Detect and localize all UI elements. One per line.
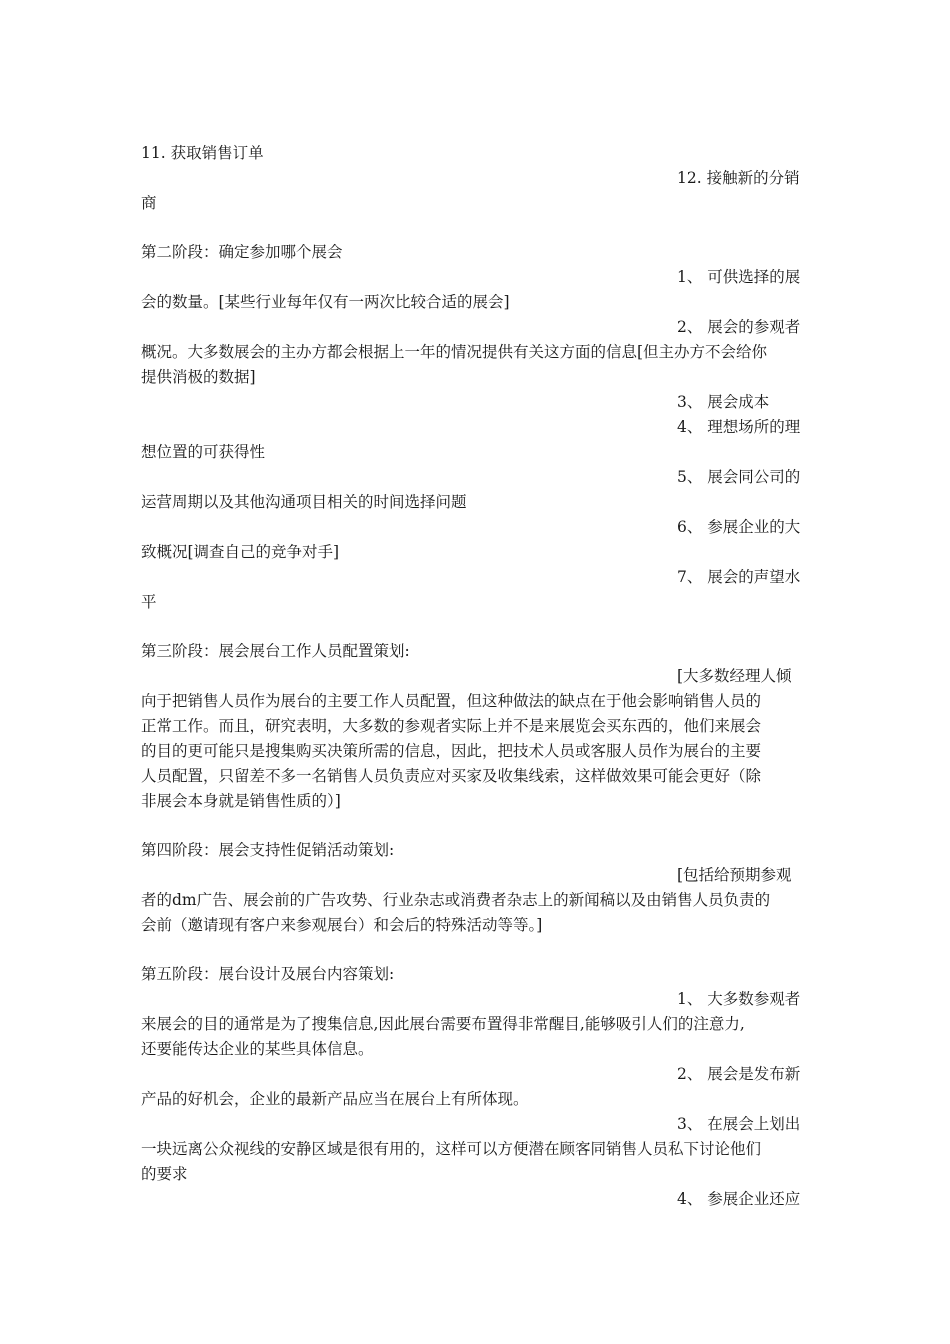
- list-item-lead: 3、 展会成本: [677, 393, 770, 411]
- section-heading: 第四阶段：展会支持性促销活动策划:: [141, 841, 395, 859]
- text-line: 概况。大多数展会的主办方都会根据上一年的情况提供有关这方面的信息[但主办方不会给你: [141, 343, 768, 361]
- text-line: 来展会的目的通常是为了搜集信息,因此展台需要布置得非常醒目,能够吸引人们的注意力,: [141, 1015, 745, 1033]
- list-item-lead: 7、 展会的声望水: [677, 568, 801, 586]
- text-line: 人员配置，只留差不多一名销售人员负责应对买家及收集线索，这样做效果可能会更好（除: [141, 767, 762, 785]
- text-line: 想位置的可获得性: [141, 443, 266, 461]
- text-line: 产品的好机会，企业的最新产品应当在展台上有所体现。: [141, 1090, 529, 1108]
- section-heading: 第二阶段：确定参加哪个展会: [141, 243, 343, 261]
- list-item-lead: 4、 参展企业还应: [677, 1190, 801, 1208]
- text-line: 商: [141, 194, 157, 212]
- text-line: 提供消极的数据]: [141, 368, 256, 386]
- list-item-lead: 2、 展会是发布新: [677, 1065, 801, 1083]
- list-item-lead: 1、 大多数参观者: [677, 990, 801, 1008]
- text-line: 12. 接触新的分销: [677, 169, 800, 187]
- text-line: 的目的更可能只是搜集购买决策所需的信息，因此，把技术人员或客服人员作为展台的主要: [141, 742, 762, 760]
- text-line: 一块远离公众视线的安静区域是很有用的，这样可以方便潜在顾客同销售人员私下讨论他们: [141, 1140, 762, 1158]
- text-line: 会前（邀请现有客户来参观展台）和会后的特殊活动等等。]: [141, 916, 543, 934]
- section-heading: 第五阶段：展台设计及展台内容策划:: [141, 965, 395, 983]
- text-line: 向于把销售人员作为展台的主要工作人员配置，但这种做法的缺点在于他会影响销售人员的: [141, 692, 762, 710]
- list-item-lead: 6、 参展企业的大: [677, 518, 801, 536]
- text-line: [包括给预期参观: [677, 866, 792, 884]
- list-item-lead: 4、 理想场所的理: [677, 418, 801, 436]
- text-line: 还要能传达企业的某些具体信息。: [141, 1040, 374, 1058]
- text-line: 11. 获取销售订单: [141, 144, 264, 162]
- text-line: 会的数量。[某些行业每年仅有一两次比较合适的展会]: [141, 293, 510, 311]
- list-item-lead: 1、 可供选择的展: [677, 268, 801, 286]
- text-line: 致概况[调查自己的竞争对手]: [141, 543, 340, 561]
- section-heading: 第三阶段：展会展台工作人员配置策划:: [141, 642, 410, 660]
- text-line: 者的dm广告、展会前的广告攻势、行业杂志或消费者杂志上的新闻稿以及由销售人员负责的: [141, 891, 771, 909]
- text-line: 非展会本身就是销售性质的）]: [141, 792, 341, 810]
- text-line: 平: [141, 593, 157, 611]
- text-line: 运营周期以及其他沟通项目相关的时间选择问题: [141, 493, 467, 511]
- list-item-lead: 2、 展会的参观者: [677, 318, 801, 336]
- text-line: 正常工作。而且，研究表明，大多数的参观者实际上并不是来展览会买东西的，他们来展会: [141, 717, 762, 735]
- text-line: [大多数经理人倾: [677, 667, 792, 685]
- text-line: 的要求: [141, 1165, 188, 1183]
- list-item-lead: 5、 展会同公司的: [677, 468, 801, 486]
- list-item-lead: 3、 在展会上划出: [677, 1115, 801, 1133]
